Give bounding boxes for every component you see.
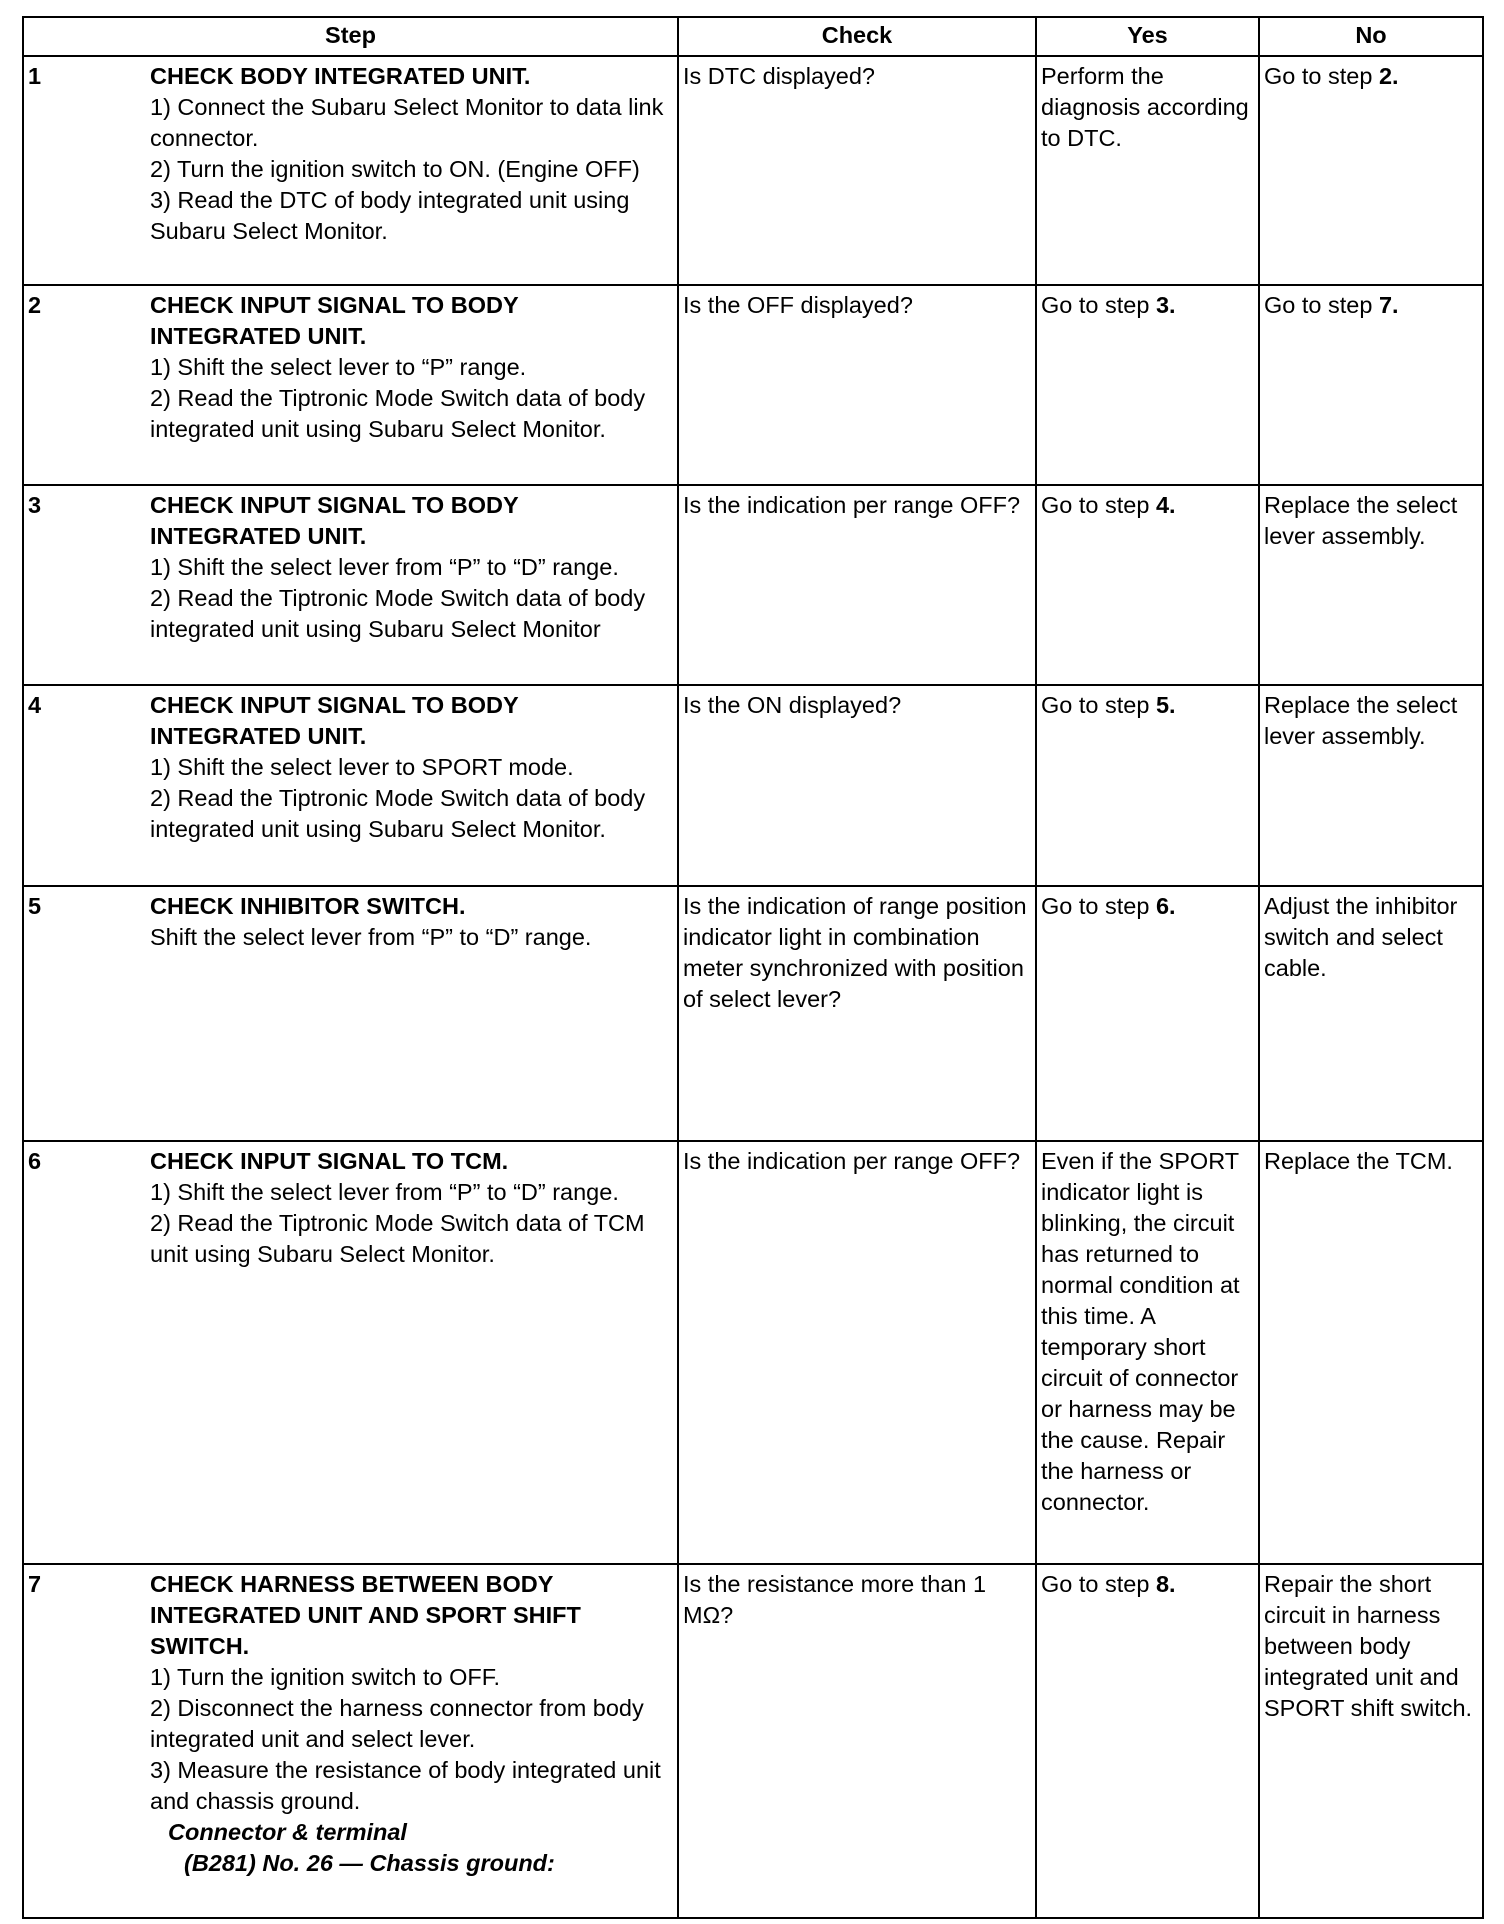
- yes-step-ref: 4.: [1155, 491, 1176, 518]
- yes-step-ref: 8.: [1155, 1571, 1176, 1598]
- yes-cell: Even if the SPORT indicator light is blinking, the circuit has returned to normal condition at this time. A temporary short circuit of connector or harness may be the cause. Repair the harness or connector.: [1036, 1141, 1259, 1564]
- no-cell: Repair the short circuit in harness between body integrated unit and SPORT shift switch.: [1259, 1564, 1483, 1918]
- no-cell: Replace the TCM.: [1259, 1141, 1483, 1564]
- table-row: [23, 285, 1483, 485]
- step-number: 7: [28, 1571, 42, 1598]
- step-instruction: 1) Shift the select lever from “P” to “D” range.: [150, 553, 619, 580]
- check-cell: Is DTC displayed?: [678, 56, 1036, 284]
- step-instruction: 2) Disconnect the harness connector from body integrated unit and select lever.: [150, 1695, 644, 1753]
- terminal-note: (B281) No. 26 — Chassis ground:: [184, 1850, 555, 1877]
- step-title: CHECK INHIBITOR SWITCH.: [150, 892, 466, 919]
- step-instruction: 2) Read the Tiptronic Mode Switch data of body integrated unit using Subaru Select Monitor.: [150, 384, 646, 442]
- header-yes: Yes: [1036, 17, 1259, 56]
- step-number: 5: [28, 892, 42, 919]
- step-title: CHECK INPUT SIGNAL TO BODY INTEGRATED UNIT.: [150, 291, 519, 349]
- no-text: Go to step: [1264, 291, 1379, 318]
- step-cell: [23, 1141, 678, 1564]
- step-instruction: 2) Read the Tiptronic Mode Switch data of body integrated unit using Subaru Select Monitor.: [150, 785, 646, 843]
- no-cell: Adjust the inhibitor switch and select cable.: [1259, 886, 1483, 1141]
- step-number: 3: [28, 491, 42, 518]
- yes-text: Go to step: [1041, 1571, 1156, 1598]
- step-title: CHECK INPUT SIGNAL TO TCM.: [150, 1147, 509, 1174]
- step-cell: [23, 485, 678, 685]
- table-row: [23, 685, 1483, 885]
- step-cell: [23, 1564, 678, 1918]
- yes-cell: Perform the diagnosis according to DTC.: [1036, 56, 1259, 284]
- step-instruction: 3) Read the DTC of body integrated unit using Subaru Select Monitor.: [150, 187, 630, 245]
- yes-cell: [1036, 685, 1259, 885]
- check-cell: Is the ON displayed?: [678, 685, 1036, 885]
- step-number: 1: [28, 63, 42, 90]
- table-row: [23, 485, 1483, 685]
- step-cell: [23, 886, 678, 1141]
- step-instruction: 1) Shift the select lever to “P” range.: [150, 353, 527, 380]
- check-cell: Is the resistance more than 1 MΩ?: [678, 1564, 1036, 1918]
- no-step-ref: 2.: [1378, 63, 1399, 90]
- step-title: CHECK HARNESS BETWEEN BODY INTEGRATED UNIT AND SPORT SHIFT SWITCH.: [150, 1571, 581, 1660]
- yes-text: Go to step: [1041, 892, 1156, 919]
- header-row: [23, 17, 1483, 56]
- yes-text: Go to step: [1041, 291, 1156, 318]
- table-row: [23, 1141, 1483, 1564]
- yes-step-ref: 3.: [1155, 291, 1176, 318]
- step-instruction: 2) Read the Tiptronic Mode Switch data of body integrated unit using Subaru Select Monitor: [150, 584, 646, 642]
- step-cell: [23, 285, 678, 485]
- yes-cell: [1036, 485, 1259, 685]
- diagnostic-table: [22, 16, 1484, 1919]
- step-cell: [23, 685, 678, 885]
- step-instruction: 1) Shift the select lever from “P” to “D” range.: [150, 1178, 619, 1205]
- no-cell: Replace the select lever assembly.: [1259, 485, 1483, 685]
- check-cell: Is the OFF displayed?: [678, 285, 1036, 485]
- header-check: Check: [678, 17, 1036, 56]
- yes-cell: [1036, 285, 1259, 485]
- step-instruction: 1) Turn the ignition switch to OFF.: [150, 1664, 501, 1691]
- step-number: 2: [28, 291, 42, 318]
- step-title: CHECK INPUT SIGNAL TO BODY INTEGRATED UNIT.: [150, 692, 519, 750]
- step-number: 6: [28, 1147, 42, 1174]
- yes-cell: [1036, 1564, 1259, 1918]
- yes-step-ref: 5.: [1155, 692, 1176, 719]
- connector-note: Connector & terminal: [168, 1819, 407, 1846]
- yes-text: Go to step: [1041, 692, 1156, 719]
- check-cell: Is the indication of range position indicator light in combination meter synchronized with position of select lever?: [678, 886, 1036, 1141]
- no-cell: [1259, 285, 1483, 485]
- header-step: Step: [23, 17, 678, 56]
- yes-cell: [1036, 886, 1259, 1141]
- check-cell: Is the indication per range OFF?: [678, 1141, 1036, 1564]
- step-instruction: 3) Measure the resistance of body integrated unit and chassis ground.: [150, 1757, 661, 1815]
- step-title: CHECK BODY INTEGRATED UNIT.: [150, 63, 531, 90]
- no-step-ref: 7.: [1378, 291, 1399, 318]
- yes-text: Go to step: [1041, 491, 1156, 518]
- table-row: [23, 1564, 1483, 1918]
- step-title: CHECK INPUT SIGNAL TO BODY INTEGRATED UNIT.: [150, 491, 519, 549]
- no-cell: Replace the select lever assembly.: [1259, 685, 1483, 885]
- header-no: No: [1259, 17, 1483, 56]
- table-row: [23, 886, 1483, 1141]
- no-text: Go to step: [1264, 63, 1379, 90]
- table-row: [23, 56, 1483, 284]
- step-instruction: Shift the select lever from “P” to “D” range.: [150, 923, 592, 950]
- step-instruction: 2) Turn the ignition switch to ON. (Engine OFF): [150, 156, 640, 183]
- step-number: 4: [28, 692, 42, 719]
- yes-step-ref: 6.: [1155, 892, 1176, 919]
- step-instruction: 2) Read the Tiptronic Mode Switch data of TCM unit using Subaru Select Monitor.: [150, 1209, 645, 1267]
- step-cell: [23, 56, 678, 284]
- step-instruction: 1) Connect the Subaru Select Monitor to data link connector.: [150, 94, 664, 152]
- check-cell: Is the indication per range OFF?: [678, 485, 1036, 685]
- no-cell: [1259, 56, 1483, 284]
- step-instruction: 1) Shift the select lever to SPORT mode.: [150, 754, 574, 781]
